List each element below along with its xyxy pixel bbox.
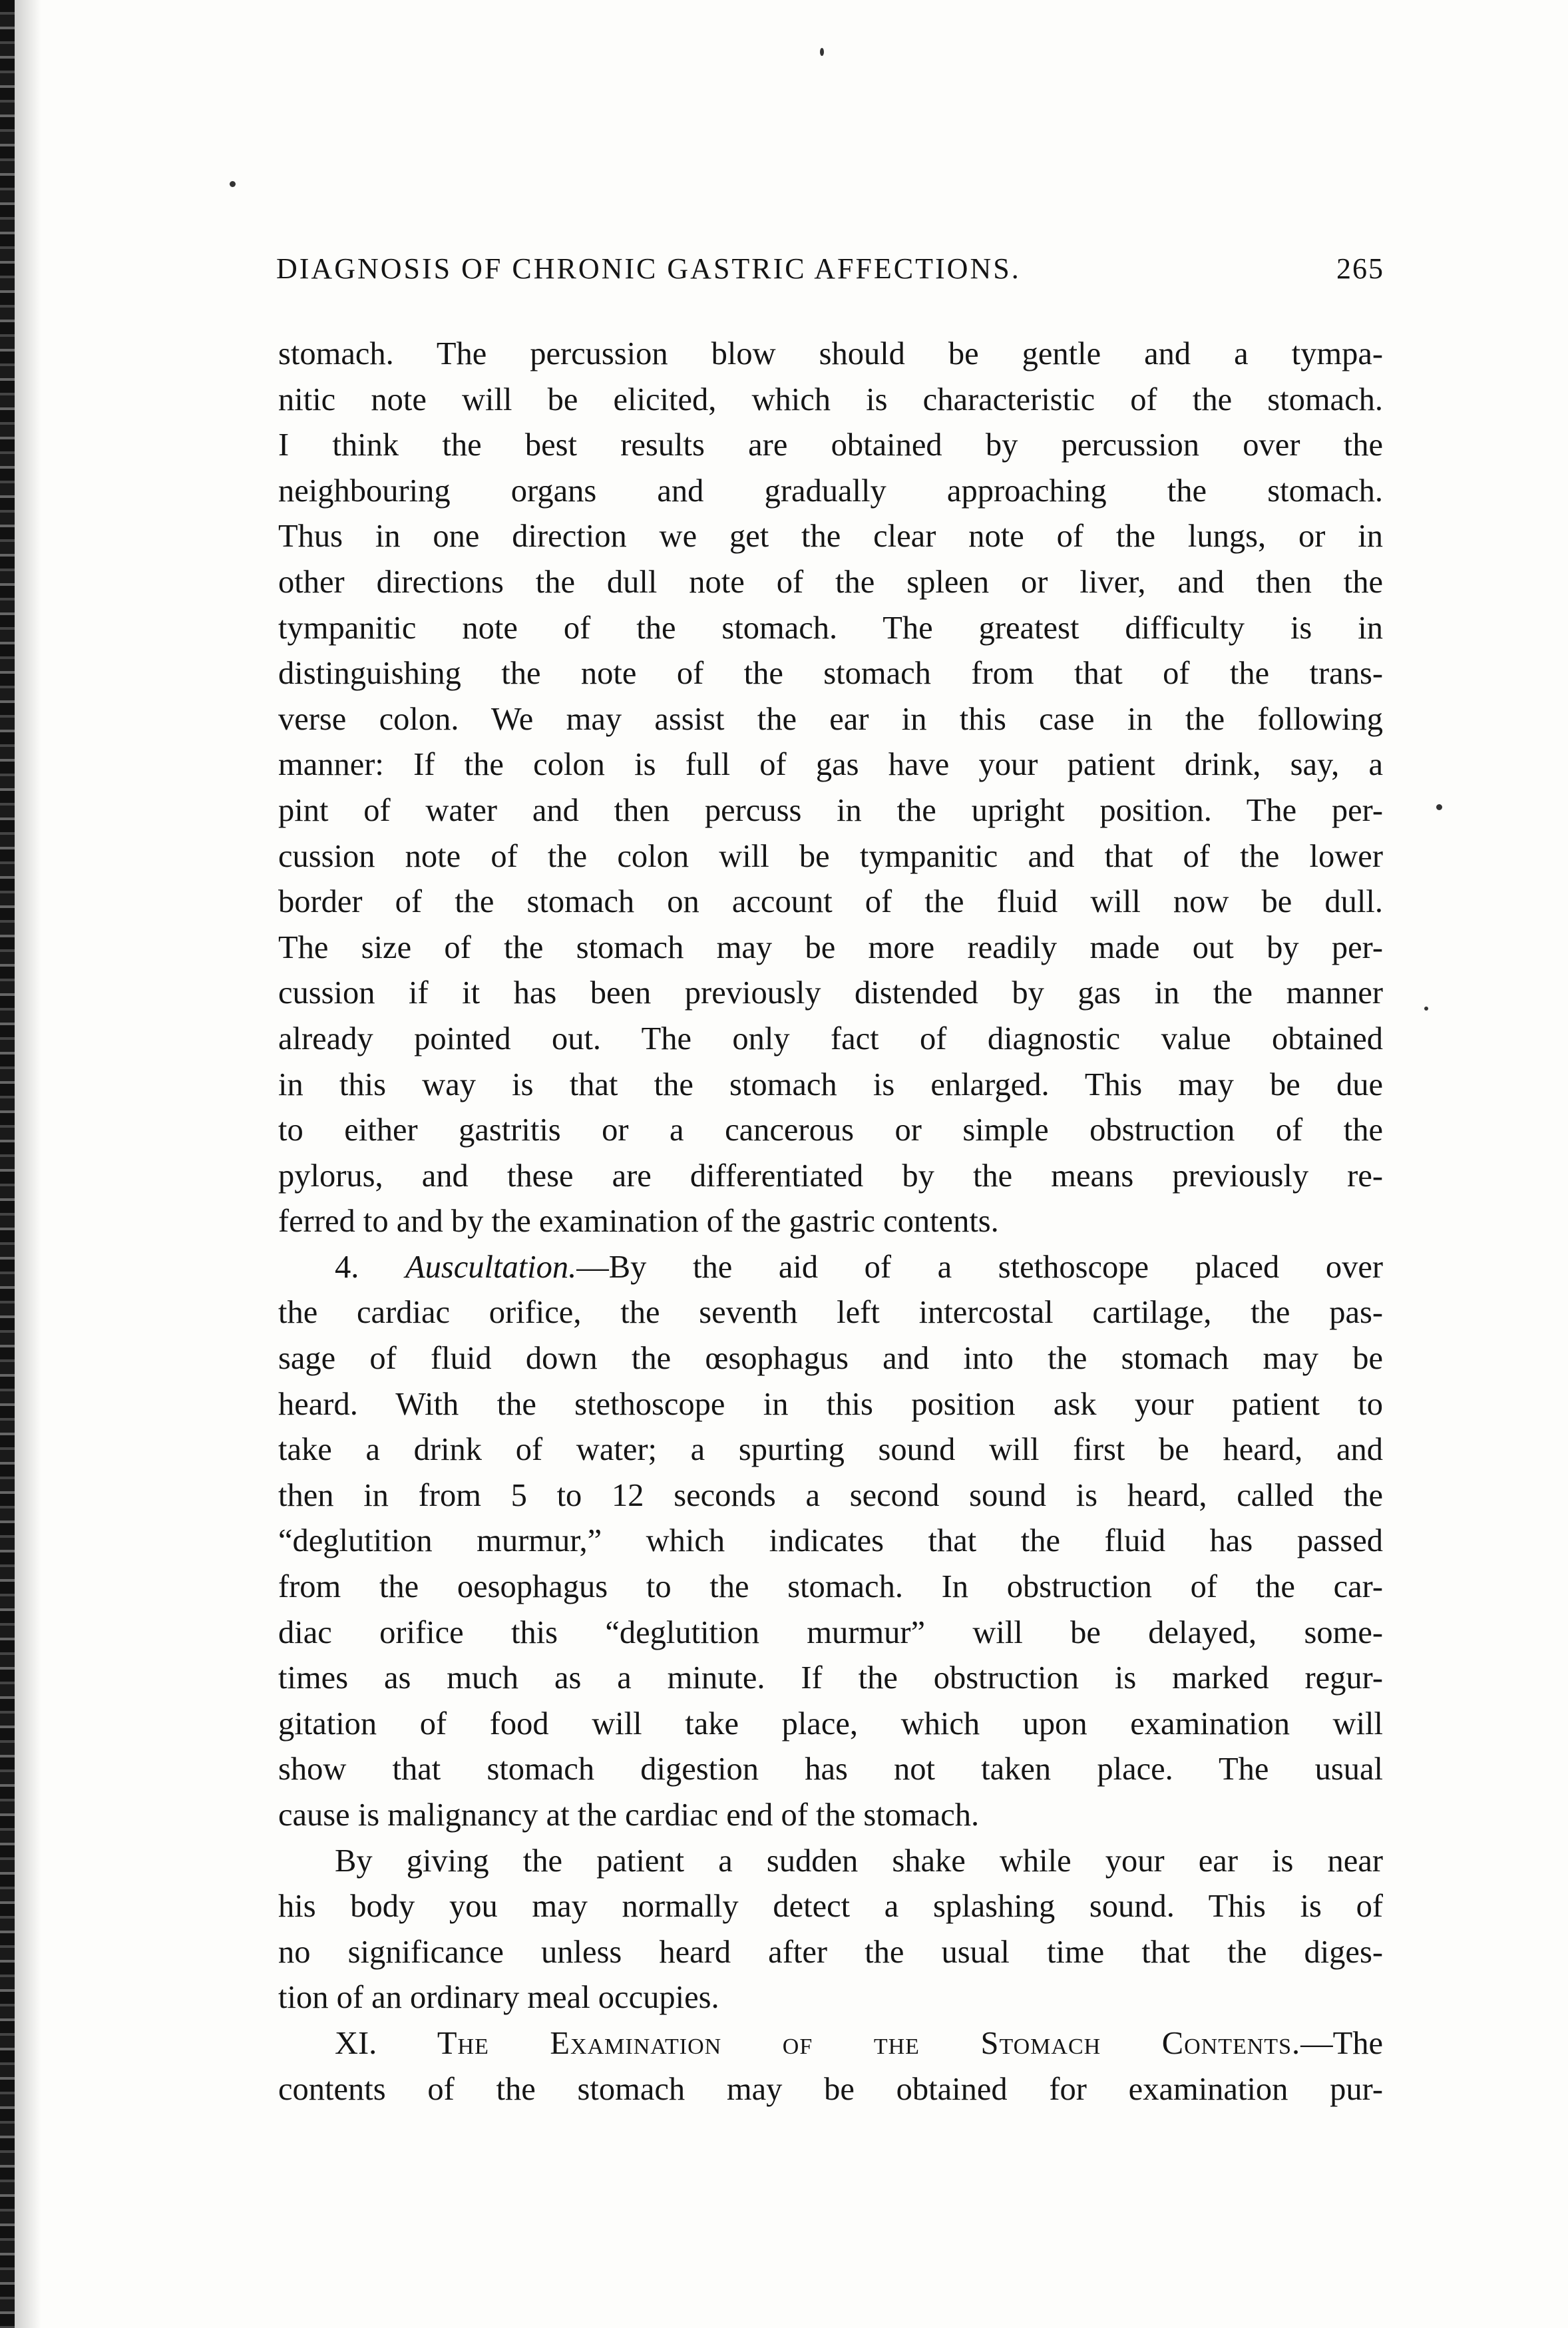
section-number: XI.: [335, 2025, 377, 2061]
text-line: then in from 5 to 12 seconds a second sound is heard, called the: [278, 1477, 1383, 1513]
text-line: contents of the stomach may be obtained for examination pur-: [278, 2071, 1383, 2107]
text-line: tympanitic note of the stomach. The greatest difficulty is in: [278, 610, 1383, 646]
text-line: cause is malignancy at the cardiac end of the stomach.: [278, 1797, 980, 1833]
ink-speck: [230, 181, 236, 187]
text-line: pylorus, and these are differentiated by the means previously re-: [278, 1158, 1383, 1194]
text-run: —By the aid of a stethoscope placed over: [576, 1249, 1383, 1285]
text-line: distinguishing the note of the stomach from that of the trans-: [278, 656, 1383, 692]
text-line: verse colon. We may assist the ear in this case in the following: [278, 701, 1383, 737]
text-line: other directions the dull note of the spleen or liver, and then the: [278, 564, 1383, 600]
ink-speck: [1424, 1007, 1428, 1011]
text-line: from the oesophagus to the stomach. In obstruction of the car-: [278, 1569, 1383, 1605]
page-number: 265: [1336, 252, 1384, 285]
text-line: show that stomach digestion has not taken place. The usual: [278, 1751, 1383, 1787]
text-line: ferred to and by the examination of the gastric contents.: [278, 1204, 999, 1240]
text-line: Thus in one direction we get the clear note of the lungs, or in: [278, 519, 1383, 555]
section-heading: Auscultation.: [405, 1249, 577, 1285]
text-line: stomach. The percussion blow should be gentle and a tympa-: [278, 336, 1383, 371]
text-line: to either gastritis or a cancerous or simple obstruction of the: [278, 1112, 1383, 1148]
text-line: sage of fluid down the œsophagus and into the stomach may be: [278, 1341, 1383, 1377]
binding-shadow: [15, 0, 41, 2328]
text-line: neighbouring organs and gradually approaching the stomach.: [278, 473, 1383, 509]
running-header: [276, 252, 1384, 298]
text-line: cussion if it has been previously distended by gas in the manner: [278, 975, 1383, 1011]
text-line: pint of water and then percuss in the upright position. The per-: [278, 792, 1383, 828]
text-line: times as much as a minute. If the obstruction is marked regur-: [278, 1660, 1383, 1696]
ink-speck: [1436, 804, 1442, 810]
section-heading: The Examination of the Stomach Contents.: [437, 2025, 1301, 2061]
text-line: no significance unless heard after the usual time that the diges-: [278, 1934, 1383, 1970]
text-run: —The: [1300, 2025, 1383, 2061]
body-text: [278, 332, 1383, 2112]
text-line: nitic note will be elicited, which is characteristic of the stomach.: [278, 381, 1383, 417]
text-line: diac orifice this “deglutition murmur” will be delayed, some-: [278, 1614, 1383, 1650]
ink-speck: [820, 48, 824, 56]
text-line: his body you may normally detect a splashing sound. This is of: [278, 1889, 1383, 1925]
text-line: in this way is that the stomach is enlarged. This may be due: [278, 1066, 1383, 1102]
text-line: already pointed out. The only fact of diagnostic value obtained: [278, 1021, 1383, 1056]
text-line: heard. With the stethoscope in this position ask your patient to: [278, 1386, 1383, 1422]
section-xi-heading-line: [278, 2021, 1383, 2067]
text-line: The size of the stomach may be more readily made out by per-: [278, 929, 1383, 965]
book-binding-edge: [0, 0, 15, 2328]
text-line: By giving the patient a sudden shake while your ear is near: [335, 1843, 1383, 1879]
text-line: I think the best results are obtained by percussion over the: [278, 427, 1383, 463]
text-line: tion of an ordinary meal occupies.: [278, 1980, 719, 2016]
auscultation-heading-line: [278, 1245, 1383, 1291]
text-line: manner: If the colon is full of gas have your patient drink, say, a: [278, 747, 1383, 783]
text-line: “deglutition murmur,” which indicates that the fluid has passed: [278, 1523, 1383, 1559]
running-title: DIAGNOSIS OF CHRONIC GASTRIC AFFECTIONS.: [276, 252, 1021, 285]
text-line: take a drink of water; a spurting sound will first be heard, and: [278, 1432, 1383, 1468]
text-line: the cardiac orifice, the seventh left intercostal cartilage, the pas-: [278, 1295, 1383, 1331]
text-line: cussion note of the colon will be tympanitic and that of the lower: [278, 838, 1383, 874]
section-number: 4.: [335, 1249, 359, 1285]
text-line: border of the stomach on account of the fluid will now be dull.: [278, 884, 1383, 920]
text-line: gitation of food will take place, which upon examination will: [278, 1706, 1383, 1742]
